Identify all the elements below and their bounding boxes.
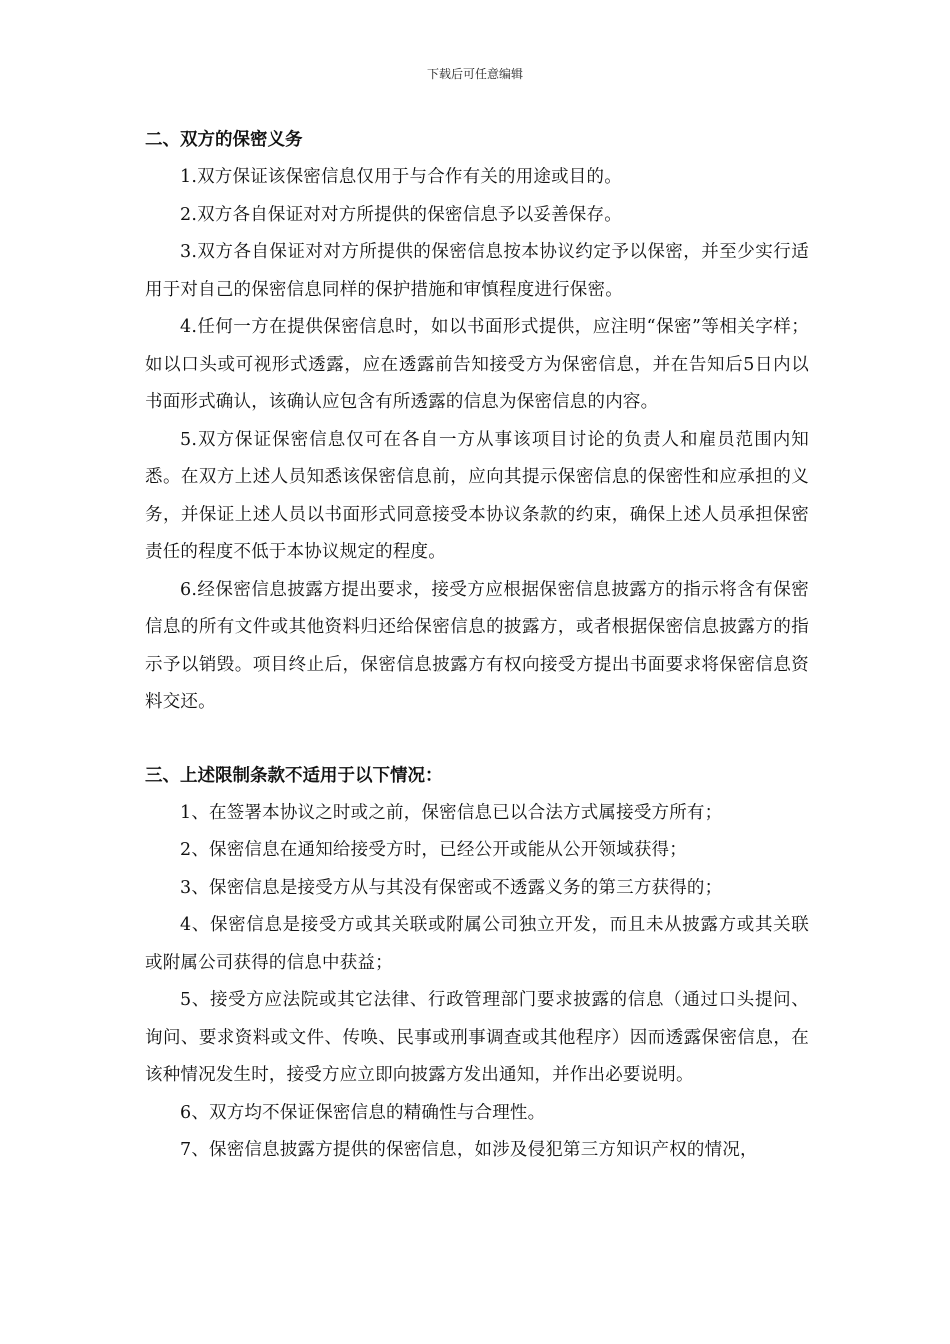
section-3-item-4: 4、保密信息是接受方或其关联或附属公司独立开发，而且未从披露方或其关联或附属公司获得的信息中获益；	[145, 915, 809, 973]
section-2-item-1: 1.双方保证该保密信息仅用于与合作有关的用途或目的。	[180, 167, 622, 187]
document-body	[145, 122, 809, 1170]
section-2-item-6: 6.经保密信息披露方提出要求，接受方应根据保密信息披露方的指示将含有保密信息的所有文件或其他资料归还给保密信息的披露方，或者根据保密信息披露方的指示予以销毁。项目终止后，保密信息披露方有权向接受方提出书面要求将保密信息资料交还。	[145, 579, 809, 712]
section-3-item-5: 5、接受方应法院或其它法律、行政管理部门要求披露的信息（通过口头提问、询问、要求资料或文件、传唤、民事或刑事调查或其他程序）因而透露保密信息，在该种情况发生时，接受方应立即向披露方发出通知，并作出必要说明。	[145, 990, 809, 1085]
section-2-heading: 二、双方的保密义务	[145, 130, 303, 150]
page-header-note: 下载后可任意编辑	[426, 67, 523, 81]
section-3-item-7: 7、保密信息披露方提供的保密信息，如涉及侵犯第三方知识产权的情况，	[180, 1140, 758, 1160]
section-2-item-3: 3.双方各自保证对对方所提供的保密信息按本协议约定予以保密，并至少实行适用于对自己的保密信息同样的保护措施和审慎程度进行保密。	[145, 242, 809, 300]
section-3-heading: 三、上述限制条款不适用于以下情况：	[145, 765, 443, 786]
section-2-item-4: 4.任何一方在提供保密信息时，如以书面形式提供，应注明“保密”等相关字样；如以口头或可视形式透露，应在透露前告知接受方为保密信息，并在告知后5日内以书面形式确认，该确认应包含有所透露的信息为保密信息的内容。	[145, 317, 809, 412]
section-2-item-2: 2.双方各自保证对对方所提供的保密信息予以妥善保存。	[180, 204, 622, 225]
section-3-item-1: 1、在签署本协议之时或之前，保密信息已以合法方式属接受方所有；	[180, 802, 723, 823]
section-spacer	[145, 722, 809, 758]
section-3-item-6: 6、双方均不保证保密信息的精确性与合理性。	[180, 1102, 546, 1123]
section-2-item-5: 5.双方保证保密信息仅可在各自一方从事该项目讨论的负责人和雇员范围内知悉。在双方上述人员知悉该保密信息前，应向其提示保密信息的保密性和应承担的义务，并保证上述人员以书面形式同意接受本协议条款的约束，确保上述人员承担保密责任的程度不低于本协议规定的程度。	[145, 429, 809, 562]
section-3-item-3: 3、保密信息是接受方从与其没有保密或不透露义务的第三方获得的；	[180, 877, 723, 898]
section-3-item-2: 2、保密信息在通知给接受方时，已经公开或能从公开领域获得；	[180, 840, 687, 860]
